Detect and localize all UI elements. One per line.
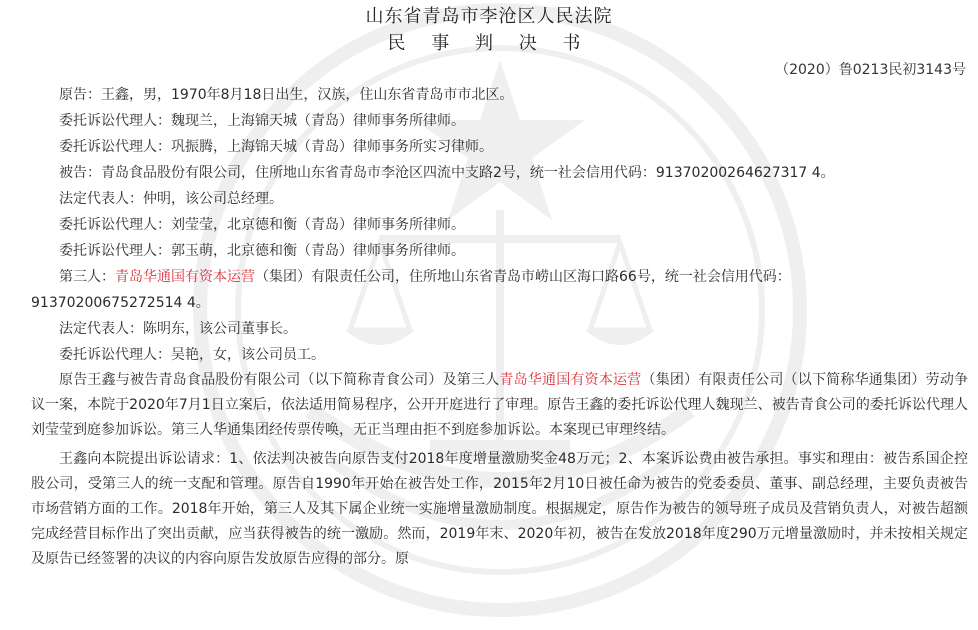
document-type-title: 民 事 判 决 书: [387, 33, 591, 54]
plaintiff-agent-1: 委托诉讼代理人：魏现兰，上海锦天城（青岛）律师事务所律师。: [59, 113, 465, 129]
defendant-representative: 法定代表人：仲明，该公司总经理。: [59, 191, 283, 207]
third-party-line: [31, 264, 968, 290]
defendant-agent-1: 委托诉讼代理人：刘莹莹，北京德和衡（青岛）律师事务所律师。: [59, 217, 465, 233]
third-party-representative: 法定代表人：陈明东，该公司董事长。: [59, 321, 297, 337]
third-party-suffix: （集团）有限责任公司，住所地山东省青岛市崂山区海口路66号，统一社会信用代码：: [255, 269, 791, 285]
claims-paragraph: 王鑫向本院提出诉讼请求：1、依法判决被告向原告支付2018年度增量激励奖金48万元；2、本案诉讼费由被告承担。事实和理由：被告系国企控股公司，受第三人的统一支配和管理。原告自1990年开始在被告处工作，2015年2月10日被任命为被告的党委委员、董事、副总经理，主要负责被告市场营销方面的工作。2018年开始，第三人及其下属企业统一实施增量激励制度。根据规定，原告作为被告的领导班子成员及营销负责人，对被告超额完成经营目标作出了突出贡献，应当获得被告的统一激励。然而，2019年末、2020年初，被告在发放2018年度290万元增量激励时，并未按相关规定及原告已经签署的决议的内容向原告发放原告应得的部分。原: [31, 451, 968, 567]
plaintiff-line: 原告：王鑫，男，1970年8月18日出生，汉族，住山东省青岛市市北区。: [59, 87, 514, 103]
case-intro-paragraph: [31, 368, 968, 443]
case-intro-highlight-link[interactable]: 青岛华通国有资本运营: [499, 372, 642, 388]
third-party-name-link[interactable]: 青岛华通国有资本运营: [115, 269, 255, 285]
court-name: 山东省青岛市李沧区人民法院: [365, 6, 613, 27]
case-number: （2020）鲁0213民初3143号: [775, 62, 966, 78]
third-party-credit-code: 91370200675272514 4。: [31, 295, 210, 311]
third-party-prefix: 第三人：: [59, 269, 115, 285]
plaintiff-agent-2: 委托诉讼代理人：巩振腾，上海锦天城（青岛）律师事务所实习律师。: [59, 139, 493, 155]
case-intro-text-a: 原告王鑫与被告青岛食品股份有限公司（以下简称青食公司）及第三人: [59, 372, 500, 388]
third-party-agent: 委托诉讼代理人：吴艳，女，该公司员工。: [59, 347, 325, 363]
defendant-line: 被告：青岛食品股份有限公司，住所地山东省青岛市李沧区四流中支路2号，统一社会信用代码：91370200264627317 4。: [59, 165, 835, 181]
defendant-agent-2: 委托诉讼代理人：郭玉萌，北京德和衡（青岛）律师事务所律师。: [59, 243, 465, 259]
case-intro-text-b: （集团）有限责任公司（以下简称华通集团）劳动争议一案，本院于2020年7月1日立案后，依法适用简易程序，公开开庭进行了审理。原告王鑫的委托诉讼代理人魏现兰、被告青食公司的委托诉讼代理人刘莹莹到庭参加诉讼。第三人华通集团经传票传唤，无正当理由拒不到庭参加诉讼。本案现已审理终结。: [31, 372, 969, 438]
